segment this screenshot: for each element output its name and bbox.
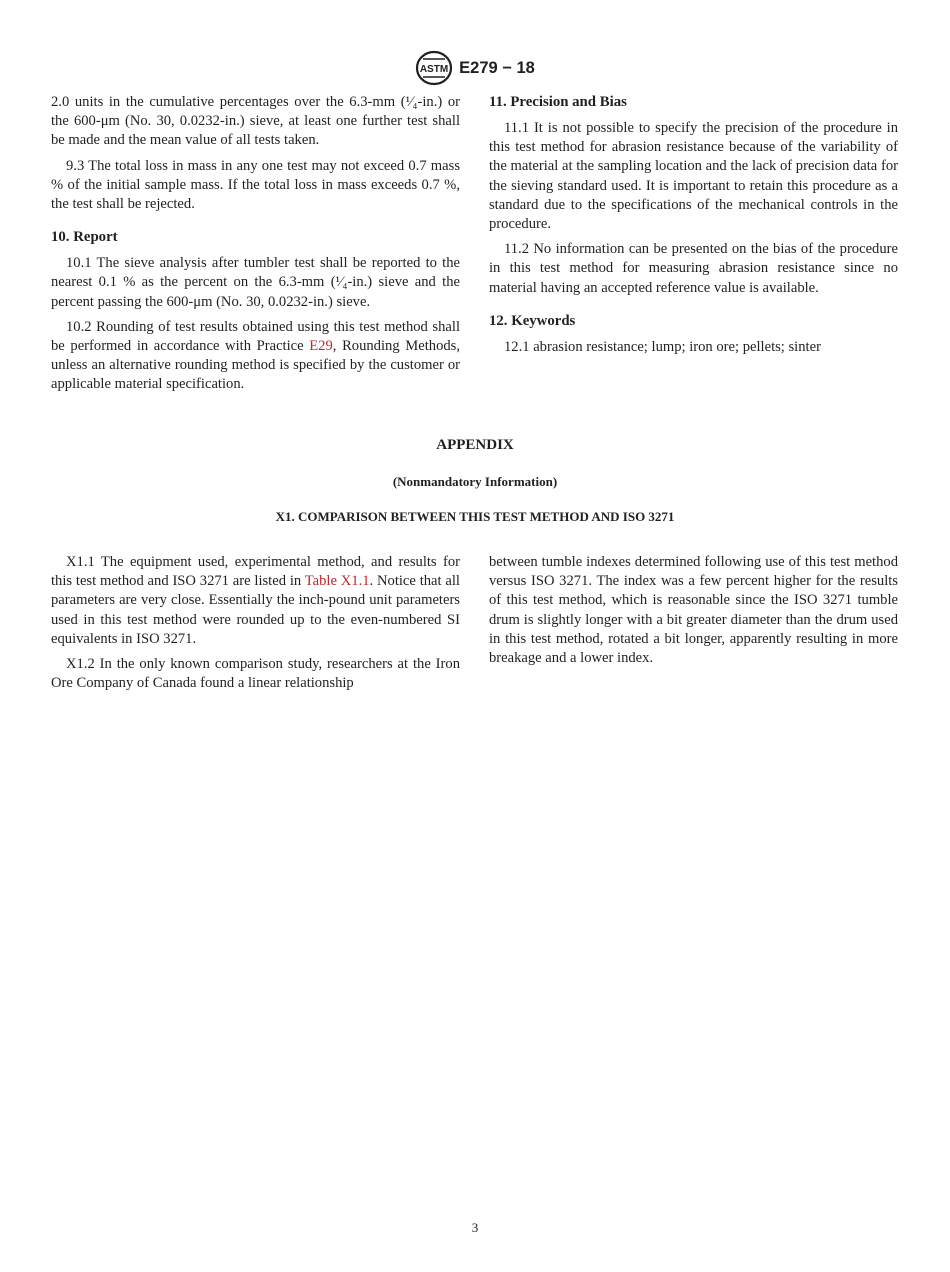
paragraph-10-1: 10.1 The sieve analysis after tumbler test shall be reported to the nearest 0.1 % as the percent on the 6.3-mm (¹⁄₄-in.) sieve and the percent passing the 600-μm (No. 30, 0.0232-in.) sieve. [51,255,460,310]
appendix-section-heading: X1. COMPARISON BETWEEN THIS TEST METHOD AND ISO 3271 [275,509,675,524]
right-column-top [489,93,898,363]
paragraph-x1-1-text-a: X1.1 The equipment used, experimental method, and results for this test method and ISO 3271 are listed in [51,554,460,590]
astm-logo-icon [415,50,453,86]
section-heading-precision-bias: 11. Precision and Bias [489,94,627,110]
left-column-top [51,93,460,401]
appendix-title: APPENDIX [436,437,514,453]
paragraph-x1-1 [51,553,460,649]
left-column-bottom [51,553,460,699]
paragraph-12-1: 12.1 abrasion resistance; lump; iron ore; pellets; sinter [504,338,821,355]
logo-text: ASTM [419,64,449,75]
page-header [0,50,950,86]
paragraph-11-2: 11.2 No information can be presented on the bias of the procedure in this test method for measuring abrasion resistance since no material having an accepted reference value is available. [489,241,898,296]
paragraph-x1-2-continued: between tumble indexes determined following use of this test method versus ISO 3271. The index was a few percent higher for the results of this test method, which is reasonable since the ISO 3271 tumble drum is slightly longer with a bit greater diameter than the drum used in this test method, rotated a bit longer, apparently resulting in more breakage and a lower index. [489,554,898,667]
page-number: 3 [471,1220,479,1235]
paragraph-9-3: 9.3 The total loss in mass in any one test may not exceed 0.7 mass % of the initial sample mass. If the total loss in mass exceeds 0.7 %, the test shall be rejected. [51,157,460,213]
paragraph-x1-2: X1.2 In the only known comparison study, researchers at the Iron Ore Company of Canada found a linear relationship [51,656,460,692]
section-heading-keywords: 12. Keywords [489,312,576,329]
appendix-subtitle: (Nonmandatory Information) [392,474,558,489]
paragraph-11-1: 11.1 It is not possible to specify the precision of the procedure in this test method for abrasion resistance because of the variability of the material at the sampling location and the lack of precision data for the sieving standard used. It is important to retain this procedure as a standard due to the specifications of the mechanical controls in the procedure. [489,120,898,233]
section-heading-report: 10. Report [51,229,118,246]
link-e29[interactable]: E29 [309,338,333,355]
paragraph-10-2 [51,318,460,395]
paragraph-10-2-text-a: 10.2 Rounding of test results obtained using this test method shall be performed in accordance with Practice [51,318,460,355]
paragraph-continued: 2.0 units in the cumulative percentages over the 6.3-mm (¹⁄₄-in.) or the 600-μm (No. 30, 0.0232-in.) sieve, at least one further test shall be made and the mean value of all tests taken. [51,94,460,149]
right-column-bottom [489,553,898,674]
paragraph-10-2-text-b: , Rounding Methods, unless an alternative rounding method is specified by the customer or applicable material specification. [51,338,460,393]
document-id: E279 − 18 [459,58,535,77]
paragraph-x1-1-text-b: . Notice that all parameters are very close. Essentially the inch-pound unit parameters used in this test method were rounded up to the even-numbered SI equivalents in ISO 3271. [51,573,460,647]
link-table-x1-1[interactable]: Table X1.1 [304,573,370,590]
